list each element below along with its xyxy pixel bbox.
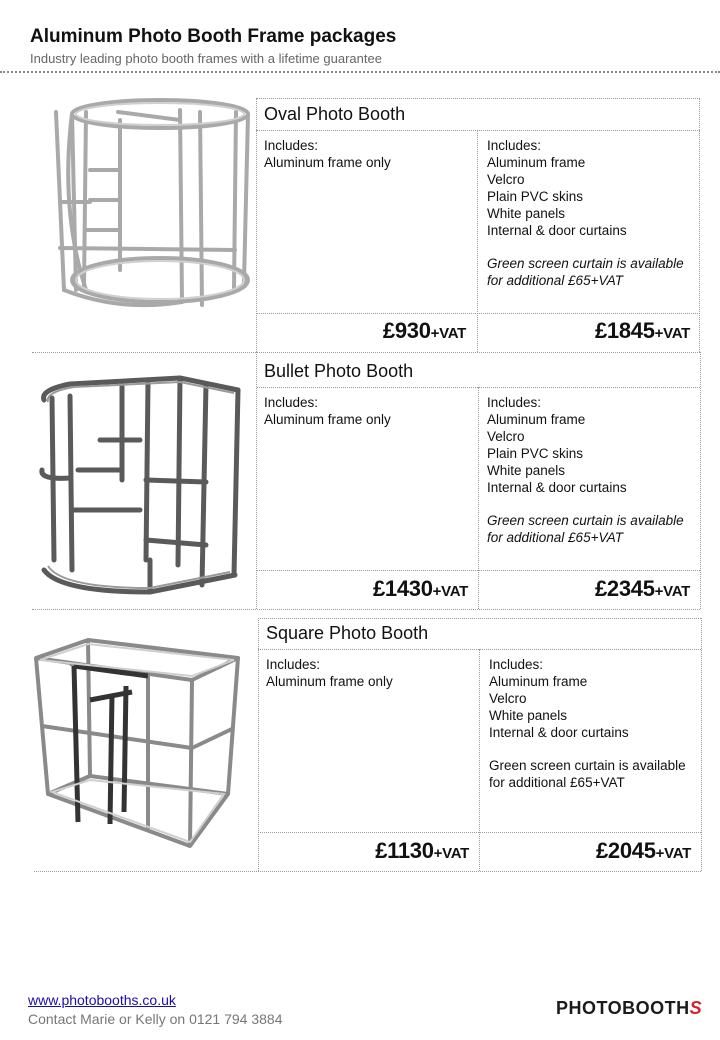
logo-text: PHOTOBOOTH [556, 998, 690, 1018]
price-vat: +VAT [433, 845, 469, 862]
oval-full-item: White panels [487, 206, 566, 221]
photobooths-logo [556, 998, 702, 1019]
bullet-basic-heading: Includes: [264, 395, 319, 410]
price-vat: +VAT [430, 325, 466, 342]
bullet-title: Bullet Photo Booth [264, 361, 414, 381]
price-vat: +VAT [654, 583, 690, 600]
bullet-full-item: Internal & door curtains [487, 480, 627, 495]
oval-full-item: Aluminum frame [487, 155, 586, 170]
bullet-green-screen-note-2: for additional £65+VAT [487, 530, 623, 545]
square-full-includes [489, 656, 686, 791]
price-amount: £2345 [594, 576, 655, 601]
bullet-basic-item: Aluminum frame only [264, 412, 391, 427]
website-link[interactable]: www.photobooths.co.uk [28, 992, 176, 1008]
page-subtitle: Industry leading photo booth frames with a lifetime guarantee [30, 51, 382, 66]
square-full-heading: Includes: [489, 657, 544, 672]
oval-full-item: Internal & door curtains [487, 223, 627, 238]
price-vat: +VAT [655, 845, 691, 862]
price-amount: £1430 [372, 576, 433, 601]
bullet-green-screen-note: Green screen curtain is available [487, 513, 684, 528]
price-vat: +VAT [654, 325, 690, 342]
square-full-item: Internal & door curtains [489, 725, 629, 740]
oval-full-item: Plain PVC skins [487, 189, 584, 204]
oval-basic-heading: Includes: [264, 138, 319, 153]
bullet-full-heading: Includes: [487, 395, 542, 410]
oval-basic-item: Aluminum frame only [264, 155, 391, 170]
oval-green-screen-note: Green screen curtain is available [487, 256, 684, 271]
price-amount: £2045 [595, 838, 656, 863]
square-full-price [596, 838, 691, 864]
price-amount: £1845 [594, 318, 655, 343]
page-title: Aluminum Photo Booth Frame packages [30, 26, 397, 47]
price-amount: £1130 [375, 838, 434, 863]
square-full-item: Aluminum frame [489, 674, 588, 689]
square-booth-frame-image [30, 636, 250, 856]
logo-accent: S [689, 998, 703, 1018]
bullet-full-item: White panels [487, 463, 566, 478]
bullet-full-item: Aluminum frame [487, 412, 586, 427]
square-green-screen-note: Green screen curtain is available [489, 758, 686, 773]
square-basic-heading: Includes: [266, 657, 321, 672]
bullet-full-item: Plain PVC skins [487, 446, 584, 461]
square-full-item: White panels [489, 708, 568, 723]
square-full-item: Velcro [489, 691, 527, 706]
square-green-screen-note-2: for additional £65+VAT [489, 775, 625, 790]
square-basic-includes [266, 656, 393, 690]
square-basic-item: Aluminum frame only [266, 674, 393, 689]
price-amount: £930 [382, 318, 431, 343]
oval-full-heading: Includes: [487, 138, 542, 153]
contact-info: Contact Marie or Kelly on 0121 794 3884 [28, 1011, 283, 1027]
square-title: Square Photo Booth [266, 623, 429, 643]
price-vat: +VAT [432, 583, 468, 600]
oval-full-item: Velcro [487, 172, 525, 187]
bullet-full-item: Velcro [487, 429, 525, 444]
oval-green-screen-note-2: for additional £65+VAT [487, 273, 623, 288]
oval-title: Oval Photo Booth [264, 104, 406, 124]
square-basic-price [375, 838, 469, 864]
